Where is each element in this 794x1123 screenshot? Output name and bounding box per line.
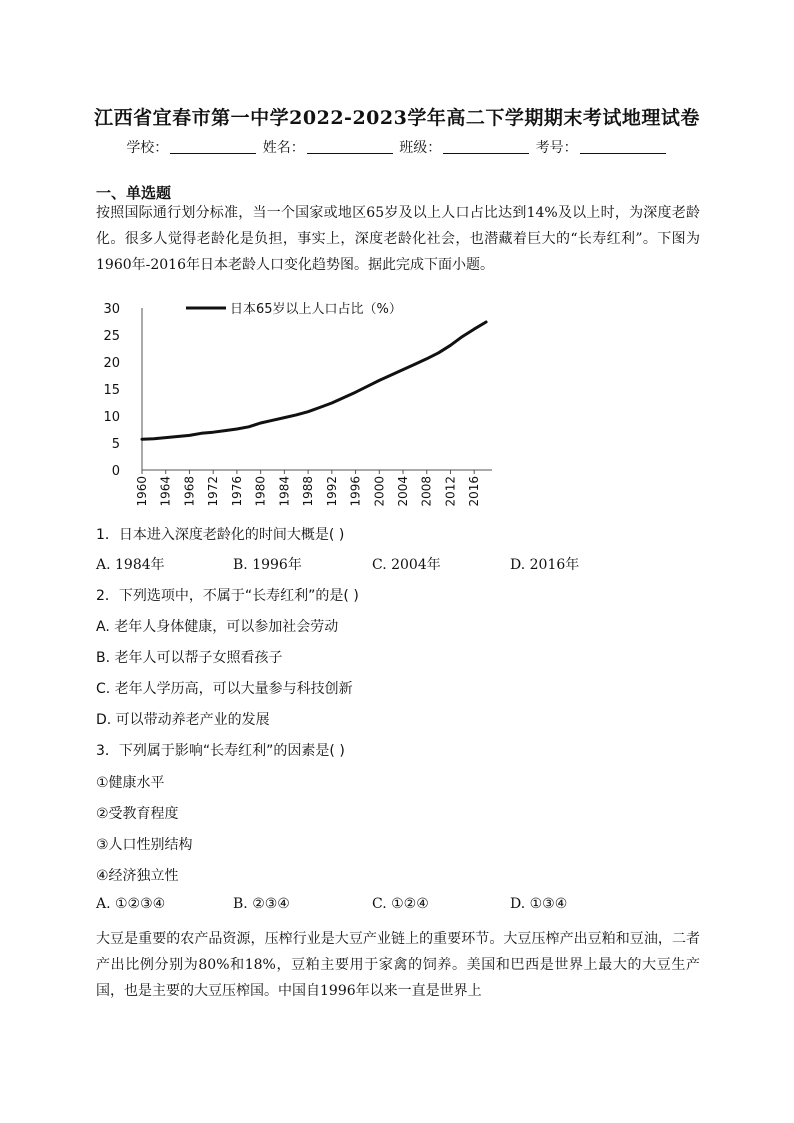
x-tick-label: 1972 <box>206 476 221 507</box>
x-tick-label: 1964 <box>158 476 173 507</box>
y-tick-label: 25 <box>103 329 120 344</box>
question-1-stem: 1．日本进入深度老龄化的时间大概是( ) <box>96 527 345 543</box>
material-paragraph-1: 按照国际通行划分标准，当一个国家或地区65岁及以上人口占比达到14%及以上时，为深度老龄化。很多人觉得老龄化是负担，事实上，深度老龄化社会，也潜藏着巨大的“长寿红利”。下图为1960年-2016年日本老龄人口变化趋势图。据此完成下面小题。 <box>96 205 700 273</box>
q1-choice-b[interactable]: B. 1996年 <box>233 557 302 573</box>
q3-item-1: ①健康水平 <box>96 775 165 791</box>
series-line <box>142 322 486 439</box>
q3-choice-c[interactable]: C. ①②④ <box>372 896 429 912</box>
y-tick-label: 15 <box>103 383 120 398</box>
x-tick-label: 1984 <box>277 476 292 507</box>
x-tick-label: 2012 <box>443 476 458 507</box>
class-blank[interactable] <box>443 139 529 154</box>
y-tick-label: 30 <box>103 302 120 317</box>
q2-option-a[interactable]: A. 老年人身体健康，可以参加社会劳动 <box>96 619 339 635</box>
legend-label: 日本65岁以上人口占比（%） <box>230 302 402 317</box>
question-3-stem: 3．下列属于影响“长寿红利”的因素是( ) <box>96 743 345 759</box>
x-tick-label: 1980 <box>253 476 268 507</box>
q3-item-3: ③人口性别结构 <box>96 837 193 853</box>
x-tick-label: 1968 <box>182 476 197 507</box>
q2-option-b[interactable]: B. 老年人可以帮子女照看孩子 <box>96 650 283 666</box>
q1-choice-d[interactable]: D. 2016年 <box>510 557 580 573</box>
q3-item-2: ②受教育程度 <box>96 806 179 822</box>
x-tick-label: 2016 <box>467 476 482 507</box>
q2-option-c[interactable]: C. 老年人学历高，可以大量参与科技创新 <box>96 681 353 697</box>
school-blank[interactable] <box>170 139 256 154</box>
student-info-line <box>0 137 794 157</box>
aging-line-chart <box>96 296 516 518</box>
x-tick-label: 1992 <box>324 476 339 507</box>
class-label: 班级： <box>399 140 442 156</box>
exam-number-blank[interactable] <box>580 139 666 154</box>
x-tick-label: 1988 <box>301 476 316 507</box>
section-heading: 一、单选题 <box>96 184 172 202</box>
q1-choice-a[interactable]: A. 1984年 <box>96 557 165 573</box>
q3-choice-a[interactable]: A. ①②③④ <box>96 896 166 912</box>
name-blank[interactable] <box>307 139 393 154</box>
school-label: 学校： <box>126 140 169 156</box>
x-tick-label: 2000 <box>372 476 387 507</box>
x-tick-label: 2004 <box>396 476 411 507</box>
exam-title: 江西省宜春市第一中学2022-2023学年高二下学期期末考试地理试卷 <box>94 107 700 129</box>
q1-choice-c[interactable]: C. 2004年 <box>372 557 441 573</box>
q3-choice-d[interactable]: D. ①③④ <box>510 896 568 912</box>
y-tick-label: 0 <box>111 464 120 479</box>
exam-number-label: 考号： <box>535 140 578 156</box>
q3-choice-b[interactable]: B. ②③④ <box>233 896 290 912</box>
q2-option-d[interactable]: D. 可以带动养老产业的发展 <box>96 712 270 728</box>
q3-item-4: ④经济独立性 <box>96 868 179 884</box>
x-tick-label: 1996 <box>348 476 363 507</box>
y-tick-label: 5 <box>111 437 120 452</box>
x-tick-label: 2008 <box>419 476 434 507</box>
x-tick-label: 1960 <box>135 476 149 507</box>
question-2-stem: 2．下列选项中，不属于“长寿红利”的是( ) <box>96 588 359 604</box>
material-paragraph-2: 大豆是重要的农产品资源，压榨行业是大豆产业链上的重要环节。大豆压榨产出豆粕和豆油，二者产出比例分别为80%和18%，豆粕主要用于家禽的饲养。美国和巴西是世界上最大的大豆生产国，也是主要的大豆压榨国。中国自1996年以来一直是世界上 <box>96 931 700 999</box>
y-tick-label: 20 <box>103 356 120 371</box>
x-tick-label: 1976 <box>229 476 244 507</box>
y-tick-label: 10 <box>103 410 120 425</box>
name-label: 姓名： <box>262 140 305 156</box>
